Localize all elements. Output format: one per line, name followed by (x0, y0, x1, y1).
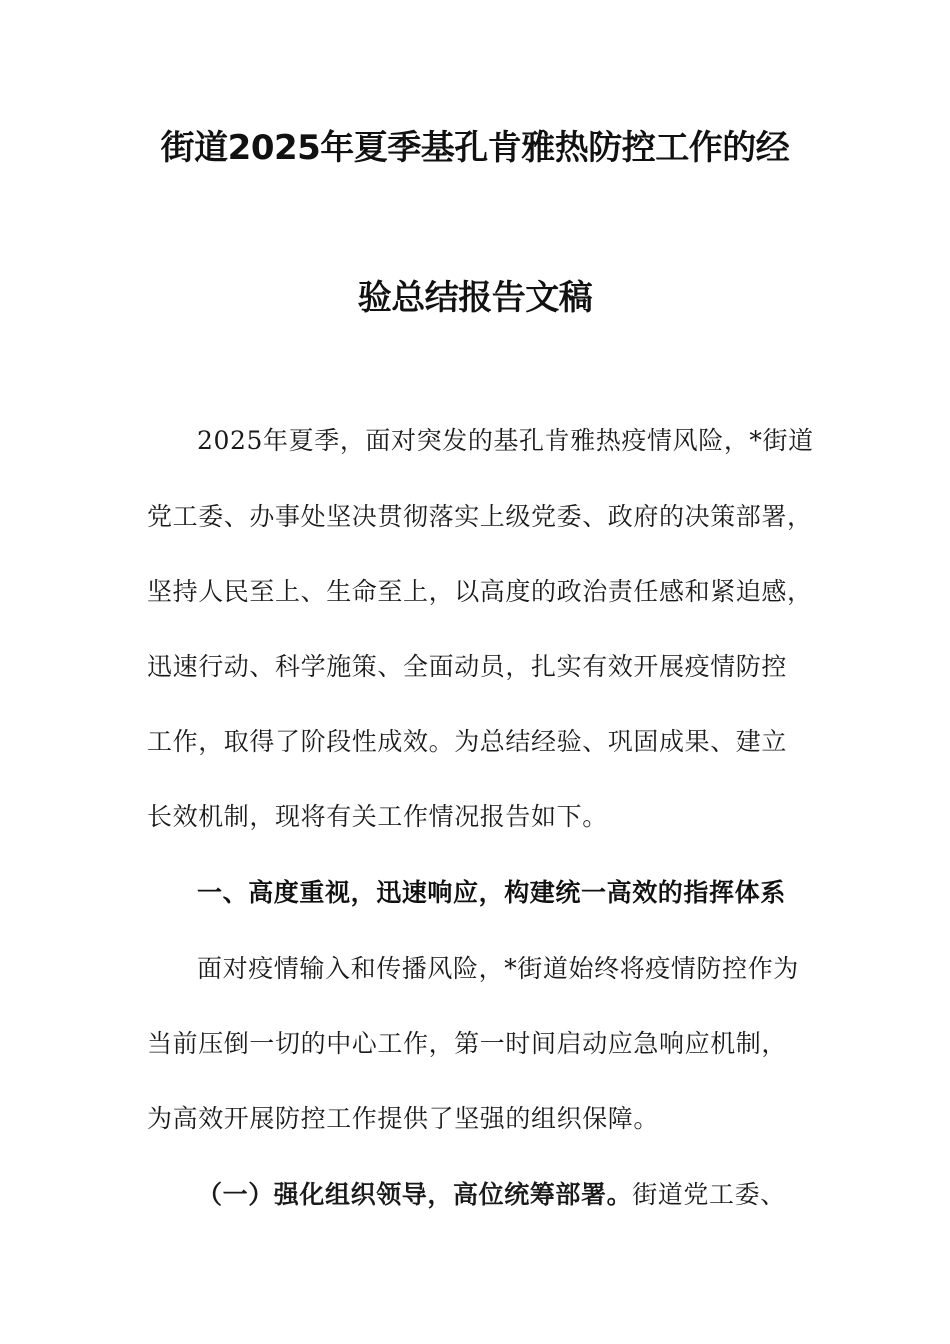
section1-paragraph-line: 为高效开展防控工作提供了坚强的组织保障。 (147, 1104, 660, 1133)
section-heading-1: 一、高度重视，迅速响应，构建统一高效的指挥体系 (197, 878, 786, 907)
intro-paragraph-line: 坚持人民至上、生命至上，以高度的政治责任感和紧迫感， (147, 577, 813, 606)
intro-paragraph-line: 迅速行动、科学施策、全面动员，扎实有效开展疫情防控 (147, 652, 788, 681)
section1-paragraph-line: 面对疫情输入和传播风险，*街道始终将疫情防控作为 (197, 954, 799, 983)
intro-paragraph-line: 2025年夏季，面对突发的基孔肯雅热疫情风险，*街道 (197, 426, 814, 455)
subsection-1-text: 街道党工委、 (632, 1180, 786, 1209)
intro-paragraph-line: 党工委、办事处坚决贯彻落实上级党委、政府的决策部署， (147, 502, 813, 531)
intro-paragraph-line: 工作，取得了阶段性成效。为总结经验、巩固成果、建立 (147, 727, 788, 756)
document-title-line-1: 街道2025年夏季基孔肯雅热防控工作的经 (160, 128, 790, 168)
intro-paragraph-line: 长效机制，现将有关工作情况报告如下。 (147, 802, 608, 831)
section1-paragraph-line: 当前压倒一切的中心工作，第一时间启动应急响应机制， (147, 1029, 788, 1058)
subsection-1-line (197, 1178, 862, 1212)
document-title-line-2: 验总结报告文稿 (357, 278, 593, 318)
subsection-1-heading: （一）强化组织领导，高位统筹部署。 (197, 1180, 633, 1209)
